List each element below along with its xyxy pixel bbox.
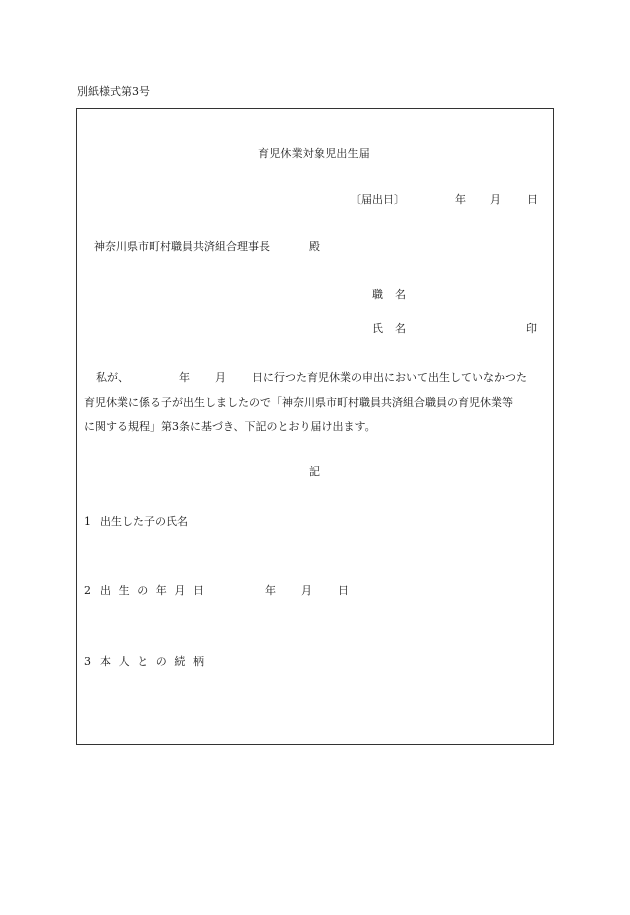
position-label: 職名 [372,288,418,301]
item-label-birth-date: 出生の年月日 [100,584,212,597]
item-label-child-name: 出生した子の氏名 [100,515,188,528]
seal-mark: 印 [526,322,537,335]
statement-line-1-start: 私が、 [96,371,129,384]
ki-heading: 記 [309,465,320,478]
birth-date-year: 年 [265,584,276,597]
submission-date-day: 日 [527,193,538,206]
birth-date-day: 日 [338,584,349,597]
statement-line-1-month: 月 [215,371,226,384]
submission-date-year: 年 [455,193,466,206]
statement-line-2: 育児休業に係る子が出生しましたので「神奈川県市町村職員共済組合職員の育児休業等 [84,396,513,409]
statement-line-1-year: 年 [179,371,190,384]
item-number: 3 [84,655,91,668]
item-number: 1 [84,515,91,528]
statement-line-1-rest: 日に行つた育児休業の申出において出生していなかつた [252,371,527,384]
item-label-relationship: 本人との続柄 [100,655,212,668]
submission-date-month: 月 [490,193,501,206]
birth-date-month: 月 [301,584,312,597]
form-title: 育児休業対象児出生届 [258,147,370,160]
name-label: 氏名 [372,322,418,335]
submission-date-label: 〔届出日〕 [350,193,405,206]
form-number: 別紙様式第3号 [77,85,150,98]
addressee-name: 神奈川県市町村職員共済組合理事長 [94,240,270,253]
item-number: 2 [84,584,91,597]
statement-line-3: に関する規程」第3条に基づき、下記のとおり届け出ます。 [84,420,376,433]
addressee-honorific: 殿 [309,240,320,253]
